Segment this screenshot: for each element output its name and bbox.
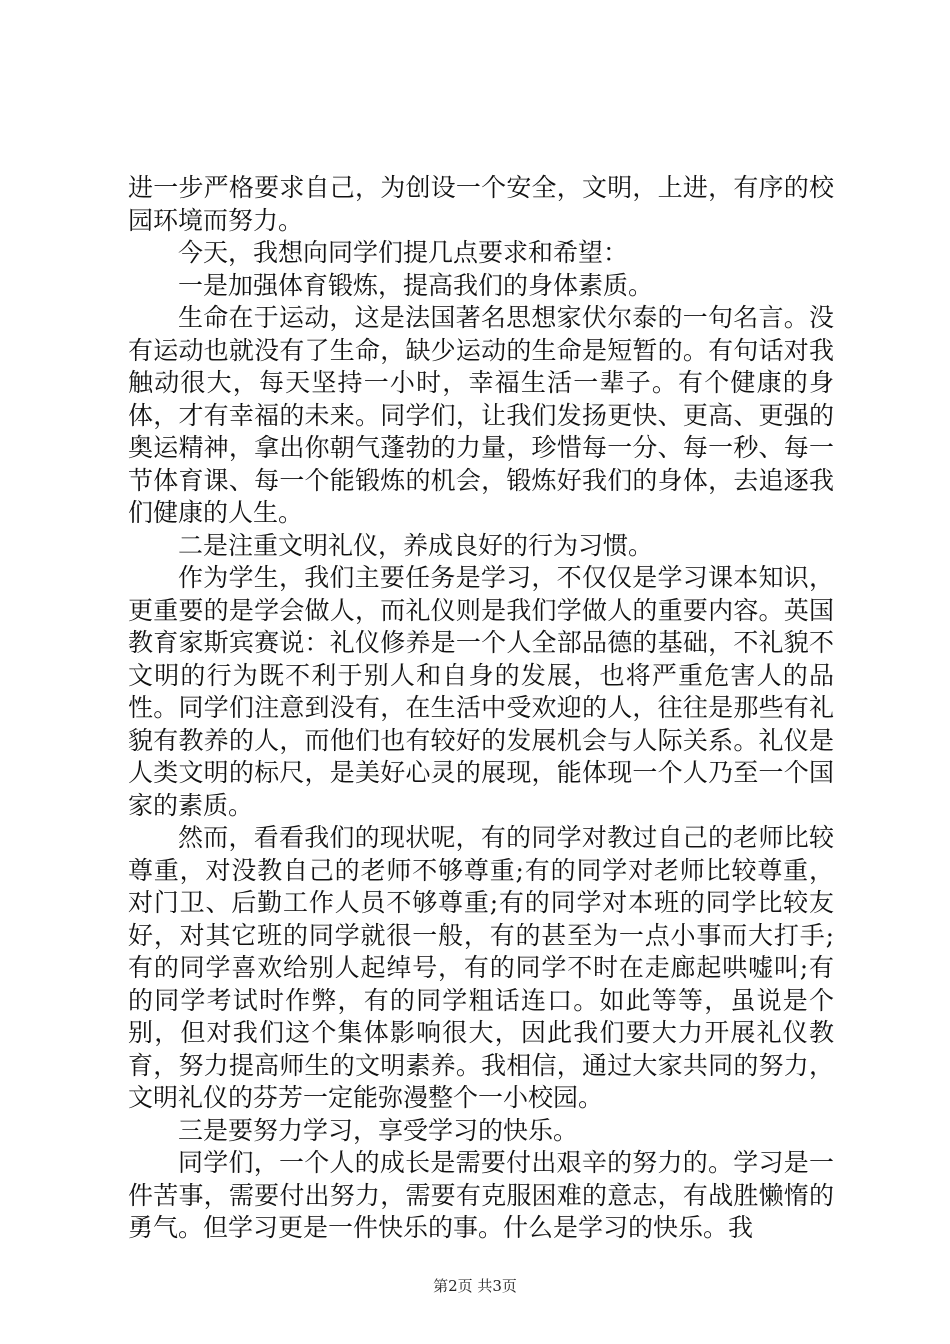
paragraph-heading-three: 三是要努力学习，享受学习的快乐。 <box>178 1115 579 1145</box>
document-body <box>128 172 834 1245</box>
paragraph-intro: 今天，我想向同学们提几点要求和希望： <box>178 238 629 267</box>
paragraph-exercise: 生命在于运动，这是法国著名思想家伏尔泰的一句名言。没有运动也就没有了生命，缺少运动的生命是短暂的。有句话对我触动很大，每天坚持一小时，幸福生活一辈子。有个健康的身体，才有幸福的未来。同学们，让我们发扬更快、更高、更强的奥运精神，拿出你朝气蓬勃的力量，珍惜每一分、每一秒、每一节体育课、每一个能锻炼的机会，锻炼好我们的身体，去追逐我们健康的人生。 <box>128 303 834 527</box>
paragraph-heading-two: 二是注重文明礼仪，养成良好的行为习惯。 <box>178 530 654 560</box>
paragraph-heading-one: 一是加强体育锻炼，提高我们的身体素质。 <box>178 270 654 300</box>
paragraph-etiquette: 作为学生，我们主要任务是学习，不仅仅是学习课本知识，更重要的是学会做人，而礼仪则是我们学做人的重要内容。英国教育家斯宾赛说：礼仪修养是一个人全部品德的基础，不礼貌不文明的行为既不利于别人和自身的发展，也将严重危害人的品性。同学们注意到没有，在生活中受欢迎的人，往往是那些有礼貌有教养的人，而他们也有较好的发展机会与人际关系。礼仪是人类文明的标尺，是美好心灵的展现，能体现一个人乃至一个国家的素质。 <box>128 563 834 820</box>
page-number-footer: 第2页 共3页 <box>433 1277 517 1295</box>
paragraph-continuation: 进一步严格要求自己，为创设一个安全，文明，上进，有序的校园环境而努力。 <box>128 173 834 235</box>
paragraph-study: 同学们，一个人的成长是需要付出艰辛的努力的。学习是一件苦事，需要付出努力，需要有克服困难的意志，有战胜懒惰的勇气。但学习更是一件快乐的事。什么是学习的快乐。我 <box>128 1148 834 1242</box>
paragraph-current-status: 然而，看看我们的现状呢，有的同学对教过自己的老师比较尊重，对没教自己的老师不够尊重;有的同学对老师比较尊重，对门卫、后勤工作人员不够尊重;有的同学对本班的同学比较友好，对其它班的同学就很一般，有的甚至为一点小事而大打手;有的同学喜欢给别人起绰号，有的同学不时在走廊起哄嘘叫;有的同学考试时作弊，有的同学粗话连口。如此等等，虽说是个别，但对我们这个集体影响很大，因此我们要大力开展礼仪教育，努力提高师生的文明素养。我相信，通过大家共同的努力，文明礼仪的芬芳一定能弥漫整个一小校园。 <box>128 823 834 1112</box>
